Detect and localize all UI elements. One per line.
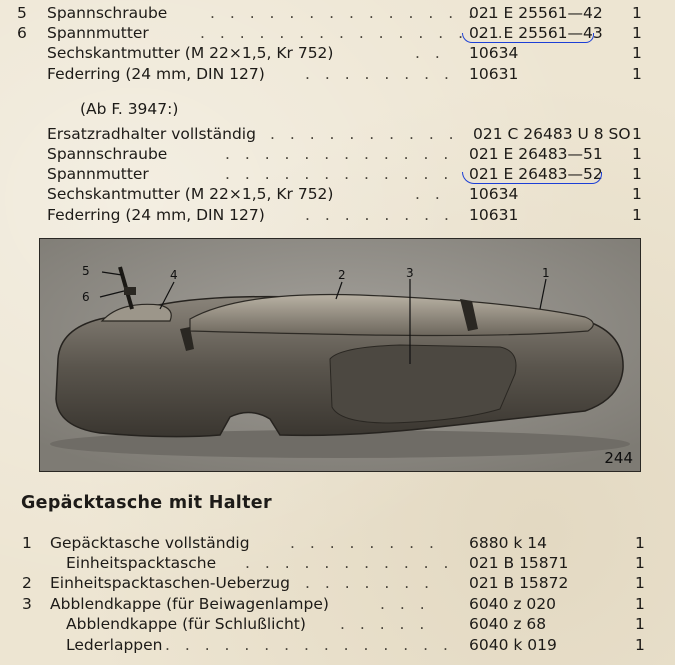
part-number: 10631 [469, 65, 519, 83]
figure-number: 244 [604, 449, 633, 467]
part-name: Federring (24 mm, DIN 127) [47, 65, 265, 83]
part-name: Federring (24 mm, DIN 127) [47, 206, 265, 224]
luggage-bag-recess [330, 345, 516, 423]
callout-6: 6 [82, 290, 90, 304]
part-number: 6040 z 68 [469, 615, 547, 633]
parts-row [0, 43, 675, 63]
parts-row [0, 533, 675, 553]
item-number: 1 [22, 534, 32, 552]
part-name: Abblendkappe (für Schlußlicht) [66, 615, 306, 633]
callout-2: 2 [338, 268, 346, 282]
section-title: Gepäcktasche mit Halter [21, 493, 272, 513]
leader-dots: . . . . . . . . . . . . [225, 165, 454, 183]
part-name: Spannschraube [47, 145, 168, 163]
part-name: Gepäcktasche vollständig [50, 534, 250, 552]
parts-row [0, 553, 675, 573]
quantity: 1 [635, 534, 645, 552]
item-number: 2 [22, 574, 32, 592]
callout-4: 4 [170, 268, 178, 282]
quantity: 1 [635, 615, 645, 633]
part-number: 10631 [469, 206, 519, 224]
parts-row [0, 573, 675, 593]
parts-row [0, 184, 675, 204]
part-name: Ersatzradhalter vollständig [47, 125, 256, 143]
part-number: 021 E 26483—51 [469, 145, 603, 163]
callout-5: 5 [82, 264, 90, 278]
quantity: 1 [632, 24, 642, 42]
item-number: 6 [17, 24, 27, 42]
parts-row [0, 64, 675, 84]
quantity: 1 [635, 595, 645, 613]
part-name: Spannmutter [47, 165, 149, 183]
quantity: 1 [632, 125, 642, 143]
leader-dots: . . . . . . . . [290, 534, 439, 552]
part-name: Einheitspacktaschen-Ueberzug [50, 574, 290, 592]
leader-dots: . . . [380, 595, 430, 613]
quantity: 1 [632, 145, 642, 163]
part-number: 10634 [469, 44, 519, 62]
quantity: 1 [635, 574, 645, 592]
part-name: Sechskantmutter (M 22×1,5, Kr 752) [47, 44, 334, 62]
part-number: 6040 z 020 [469, 595, 557, 613]
part-name: Spannschraube [47, 4, 168, 22]
part-name: Einheitspacktasche [66, 554, 217, 572]
quantity: 1 [632, 185, 642, 203]
part-name: Sechskantmutter (M 22×1,5, Kr 752) [47, 185, 334, 203]
quantity: 1 [635, 554, 645, 572]
parts-row [0, 124, 675, 144]
sidecar-illustration [40, 239, 640, 471]
part-name: Spannmutter [47, 24, 149, 42]
quantity: 1 [632, 165, 642, 183]
parts-row [0, 3, 675, 23]
sidecar-figure [39, 238, 641, 472]
clamp-nut [124, 287, 136, 295]
leader-dots: . . [415, 44, 445, 62]
parts-row [0, 614, 675, 634]
subheading: (Ab F. 3947:) [80, 100, 179, 118]
leader-dots: . . . . . . . . . . [270, 125, 459, 143]
parts-row [0, 144, 675, 164]
leader-dots: . . . . . . . . [305, 65, 454, 83]
parts-row [0, 635, 675, 655]
parts-row [0, 594, 675, 614]
part-number: 6040 k 019 [469, 636, 557, 654]
callout-3: 3 [406, 266, 414, 280]
leader-dots: . . . . . . . . . . . . . . . [210, 4, 498, 22]
pen-underline-mark [462, 172, 602, 184]
item-number: 5 [17, 4, 27, 22]
quantity: 1 [632, 4, 642, 22]
part-number: 021 B 15871 [469, 554, 569, 572]
quantity: 1 [632, 206, 642, 224]
leader-dots: . . . . . . . . [305, 206, 454, 224]
part-number: 6880 k 14 [469, 534, 547, 552]
leader-dots: . . . . . . . . . . . [245, 554, 454, 572]
leader-dots: . . [415, 185, 445, 203]
part-number: 021 C 26483 U 8 SO [473, 125, 631, 143]
quantity: 1 [632, 44, 642, 62]
leader-dots: . . . . . . . . . . . . . . . . [200, 24, 508, 42]
pen-underline-mark [462, 33, 594, 43]
leader-dots: . . . . . . . . . . . . [225, 145, 454, 163]
part-name: Lederlappen [66, 636, 163, 654]
parts-row [0, 205, 675, 225]
part-number: 021 B 15872 [469, 574, 569, 592]
quantity: 1 [632, 65, 642, 83]
callout-1: 1 [542, 266, 550, 280]
part-number: 10634 [469, 185, 519, 203]
part-name: Abblendkappe (für Beiwagenlampe) [50, 595, 329, 613]
item-number: 3 [22, 595, 32, 613]
part-number: 021 E 26483—52 [469, 165, 603, 183]
leader-dots: . . . . . . . . . . . . . . . [165, 636, 453, 654]
part-number: 021 E 25561—43 [469, 24, 603, 42]
part-number: 021 E 25561—42 [469, 4, 603, 22]
leader-dots: . . . . . . . [305, 574, 435, 592]
quantity: 1 [635, 636, 645, 654]
leader-dots: . . . . . [340, 615, 430, 633]
